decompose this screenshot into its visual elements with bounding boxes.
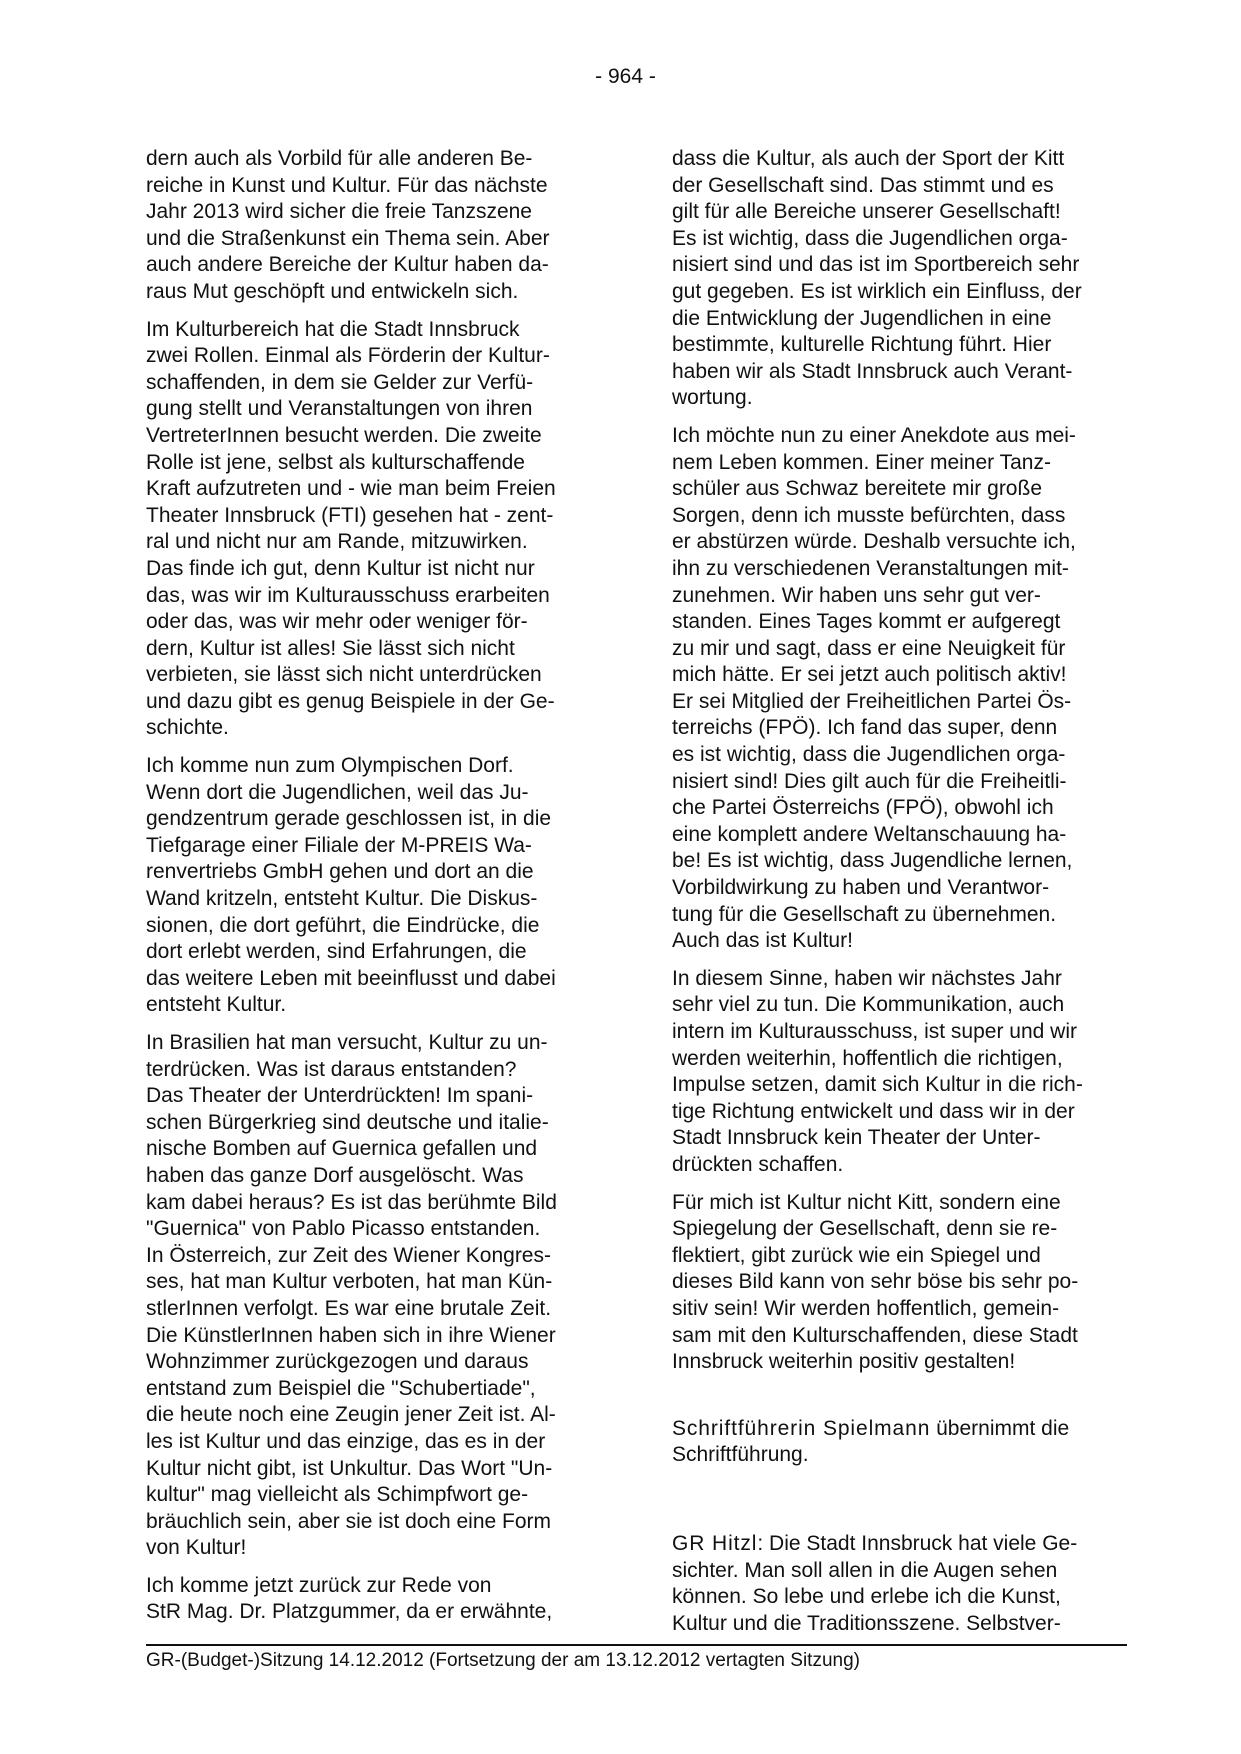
text-line: dort erlebt werden, sind Erfahrungen, die: [146, 940, 527, 964]
left-column: [146, 146, 598, 1648]
text-line: sehr viel zu tun. Die Kommunikation, auch: [672, 993, 1065, 1017]
text-line: dass die Kultur, als auch der Sport der Kitt: [672, 147, 1065, 170]
text-line: reiche in Kunst und Kultur. Für das nächste: [146, 173, 548, 197]
text-line: terdrücken. Was ist daraus entstanden?: [146, 1057, 517, 1081]
text-line: das, was wir im Kulturausschuss erarbeiten: [146, 583, 550, 607]
text-line: standen. Eines Tages kommt er aufgeregt: [672, 610, 1061, 634]
text-line: Für mich ist Kultur nicht Kitt, sondern eine: [672, 1190, 1061, 1214]
text-line: Er sei Mitglied der Freiheitlichen Partei Ös-: [672, 689, 1072, 713]
text-line: Ich möchte nun zu einer Anekdote aus mei-: [672, 423, 1076, 447]
text-line: bräuchlich sein, aber sie ist doch eine Form: [146, 1509, 552, 1533]
text-line: schüler aus Schwaz bereitete mir große: [672, 477, 1042, 501]
text-line: intern im Kulturausschuss, ist super und wir: [672, 1020, 1077, 1043]
text-line: In diesem Sinne, haben wir nächstes Jahr: [672, 966, 1062, 990]
text-line: auch andere Bereiche der Kultur haben da-: [146, 253, 549, 277]
text-line: und die Straßenkunst ein Thema sein. Aber: [146, 226, 550, 250]
text-line: raus Mut geschöpft und entwickeln sich.: [146, 279, 519, 303]
paragraph: [146, 1030, 598, 1562]
text-line: Stadt Innsbruck kein Theater der Unter-: [672, 1126, 1041, 1150]
text-line: Kultur nicht gibt, ist Unkultur. Das Wort "Un-: [146, 1456, 553, 1480]
text-line: zwei Rollen. Einmal als Förderin der Kultur-: [146, 344, 550, 368]
text-line: zunehmen. Wir haben uns sehr gut ver-: [672, 583, 1041, 607]
text-line: ral und nicht nur am Rande, mitzuwirken.: [146, 530, 528, 554]
text-line: tige Richtung entwickelt und dass wir in der: [672, 1099, 1075, 1123]
text-line: nem Leben kommen. Einer meiner Tanz-: [672, 450, 1051, 474]
text-line: entsteht Kultur.: [146, 993, 287, 1017]
text-line: haben wir als Stadt Innsbruck auch Verant-: [672, 359, 1073, 383]
text-line: gut gegeben. Es ist wirklich ein Einfluss, der: [672, 279, 1082, 303]
speaker-start: [672, 1531, 1105, 1637]
text-line: sitiv sein! Wir werden hoffentlich, gemein-: [672, 1296, 1060, 1320]
text-line: dern, Kultur ist alles! Sie lässt sich nicht: [146, 636, 515, 660]
paragraph: [146, 317, 598, 743]
right-column: [672, 146, 1105, 1648]
text-line: Jahr 2013 wird sicher die freie Tanzszene: [146, 200, 532, 224]
text-line: Schriftführung.: [672, 1443, 809, 1467]
text-line: ses, hat man Kultur verboten, hat man Kün-: [146, 1270, 553, 1294]
text-line: kultur" mag vielleicht als Schimpfwort ge-: [146, 1483, 529, 1507]
text-line: [672, 1531, 1105, 1558]
text-line: renvertriebs GmbH gehen und dort an die: [146, 860, 534, 884]
text-line: nisiert sind! Dies gilt auch für die Freiheitli-: [672, 769, 1067, 793]
text-line: Kraft aufzutreten und - wie man beim Freien: [146, 477, 556, 501]
text-line: Ich komme jetzt zurück zur Rede von: [146, 1573, 492, 1597]
text-line: haben das ganze Dorf ausgelöscht. Was: [146, 1163, 524, 1187]
speaker-note: [672, 1416, 1105, 1469]
speaker-name: Schriftführerin Spielmann: [672, 1416, 931, 1440]
text-line: Auch das ist Kultur!: [672, 929, 853, 953]
text-line: dieses Bild kann von sehr böse bis sehr po-: [672, 1270, 1079, 1294]
text-line: oder das, was wir mehr oder weniger för-: [146, 610, 528, 634]
text-line: Es ist wichtig, dass die Jugendlichen orga-: [672, 226, 1068, 250]
text-line: Ich komme nun zum Olympischen Dorf.: [146, 754, 514, 778]
text-line: StR Mag. Dr. Platzgummer, da er erwähnte,: [146, 1600, 553, 1624]
text-line: Theater Innsbruck (FTI) gesehen hat - zent-: [146, 503, 554, 527]
speaker-name: GR Hitzl: [672, 1531, 758, 1555]
text-line: sichter. Man soll allen in die Augen sehen: [672, 1558, 1058, 1582]
text-columns: [146, 146, 1105, 1648]
footer-session-label: GR-(Budget-)Sitzung 14.12.2012 (Fortsetzung der am 13.12.2012 vertagten Sitzung): [146, 1650, 860, 1671]
text-line: werden weiterhin, hoffentlich die richtigen,: [672, 1046, 1063, 1070]
text-line: ihn zu verschiedenen Veranstaltungen mit-: [672, 556, 1069, 580]
text-line: gendzentrum gerade geschlossen ist, in die: [146, 807, 552, 831]
text-line: verbieten, sie lässt sich nicht unterdrücken: [146, 663, 542, 687]
text-line: schen Bürgerkrieg sind deutsche und italie-: [146, 1110, 549, 1134]
text-line: Wand kritzeln, entsteht Kultur. Die Diskus-: [146, 887, 538, 911]
text-line: tung für die Gesellschaft zu übernehmen.: [672, 902, 1057, 926]
text-line: der Gesellschaft sind. Das stimmt und es: [672, 173, 1054, 197]
text-line: von Kultur!: [146, 1536, 247, 1560]
text-line: sam mit den Kulturschaffenden, diese Stadt: [672, 1323, 1078, 1347]
paragraph: [146, 1573, 598, 1626]
speaker-line-text: : Die Stadt Innsbruck hat viele Ge-: [757, 1531, 1078, 1555]
text-line: Innsbruck weiterhin positiv gestalten!: [672, 1350, 1016, 1374]
text-line: VertreterInnen besucht werden. Die zweite: [146, 423, 542, 447]
text-line: Tiefgarage einer Filiale der M-PREIS Wa-: [146, 833, 532, 857]
text-line: dern auch als Vorbild für alle anderen Be-: [146, 147, 533, 170]
paragraph: [146, 753, 598, 1019]
text-line: er abstürzen würde. Deshalb versuchte ich,: [672, 530, 1076, 554]
text-line: les ist Kultur und das einzige, das es in der: [146, 1429, 546, 1453]
text-line: nisiert sind und das ist im Sportbereich sehr: [672, 253, 1080, 277]
text-line: sionen, die dort geführt, die Eindrücke, die: [146, 913, 540, 937]
text-line: Kultur und die Traditionsszene. Selbstver-: [672, 1611, 1061, 1635]
text-line: Das Theater der Unterdrückten! Im spani-: [146, 1084, 534, 1108]
text-line: und dazu gibt es genug Beispiele in der Ge-: [146, 689, 555, 713]
text-line: zu mir und sagt, dass er eine Neuigkeit für: [672, 636, 1066, 660]
text-line: Wenn dort die Jugendlichen, weil das Ju-: [146, 780, 529, 804]
text-line: die Entwicklung der Jugendlichen in eine: [672, 306, 1052, 330]
text-line: gilt für alle Bereiche unserer Gesellschaft!: [672, 200, 1061, 224]
text-line: wortung.: [672, 386, 753, 410]
text-line: kam dabei heraus? Es ist das berühmte Bild: [146, 1190, 557, 1214]
text-line: entstand zum Beispiel die "Schubertiade",: [146, 1376, 536, 1400]
text-line: bestimmte, kulturelle Richtung führt. Hier: [672, 333, 1052, 357]
text-line: Die KünstlerInnen haben sich in ihre Wiener: [146, 1323, 556, 1347]
page-number: - 964 -: [595, 65, 656, 88]
text-line: nische Bomben auf Guernica gefallen und: [146, 1137, 538, 1161]
text-line: eine komplett andere Weltanschauung ha-: [672, 822, 1067, 846]
text-line: drückten schaffen.: [672, 1152, 844, 1176]
text-line: es ist wichtig, dass die Jugendlichen orga-: [672, 743, 1066, 767]
text-line: Sorgen, denn ich musste befürchten, dass: [672, 503, 1066, 527]
text-line: "Guernica" von Pablo Picasso entstanden.: [146, 1217, 541, 1241]
text-line: terreichs (FPÖ). Ich fand das super, denn: [672, 716, 1058, 740]
text-line: Spiegelung der Gesellschaft, denn sie re-: [672, 1217, 1058, 1241]
text-line: mich hätte. Er sei jetzt auch politisch aktiv!: [672, 663, 1067, 687]
text-line: Wohnzimmer zurückgezogen und daraus: [146, 1350, 529, 1374]
text-line: [672, 1416, 1105, 1443]
paragraph: [672, 966, 1105, 1179]
text-line: das weitere Leben mit beeinflusst und dabei: [146, 966, 556, 990]
text-line: die heute noch eine Zeugin jener Zeit ist. Al-: [146, 1403, 556, 1427]
paragraph: [146, 146, 598, 306]
text-line: Vorbildwirkung zu haben und Verantwor-: [672, 876, 1050, 900]
text-line: stlerInnen verfolgt. Es war eine brutale Zeit.: [146, 1296, 552, 1320]
text-line: be! Es ist wichtig, dass Jugendliche lernen,: [672, 849, 1073, 873]
text-line: können. So lebe und erlebe ich die Kunst,: [672, 1585, 1061, 1609]
paragraph: [672, 423, 1105, 955]
text-line: schichte.: [146, 716, 229, 740]
paragraph: [672, 1190, 1105, 1376]
text-line: che Partei Österreichs (FPÖ), obwohl ich: [672, 796, 1054, 820]
page-footer: [146, 1644, 1127, 1673]
speaker-line-text: übernimmt die: [930, 1416, 1070, 1440]
text-line: Das finde ich gut, denn Kultur ist nicht nur: [146, 556, 535, 580]
paragraph: [672, 146, 1105, 412]
text-line: Impulse setzen, damit sich Kultur in die rich-: [672, 1073, 1083, 1097]
text-line: Im Kulturbereich hat die Stadt Innsbruck: [146, 317, 520, 341]
text-line: schaffenden, in dem sie Gelder zur Verfü-: [146, 370, 534, 394]
text-line: flektiert, gibt zurück wie ein Spiegel und: [672, 1243, 1041, 1267]
text-line: In Österreich, zur Zeit des Wiener Kongres-: [146, 1243, 551, 1267]
text-line: Rolle ist jene, selbst als kulturschaffende: [146, 450, 525, 474]
text-line: In Brasilien hat man versucht, Kultur zu un-: [146, 1031, 548, 1054]
text-line: gung stellt und Veranstaltungen von ihren: [146, 397, 533, 421]
